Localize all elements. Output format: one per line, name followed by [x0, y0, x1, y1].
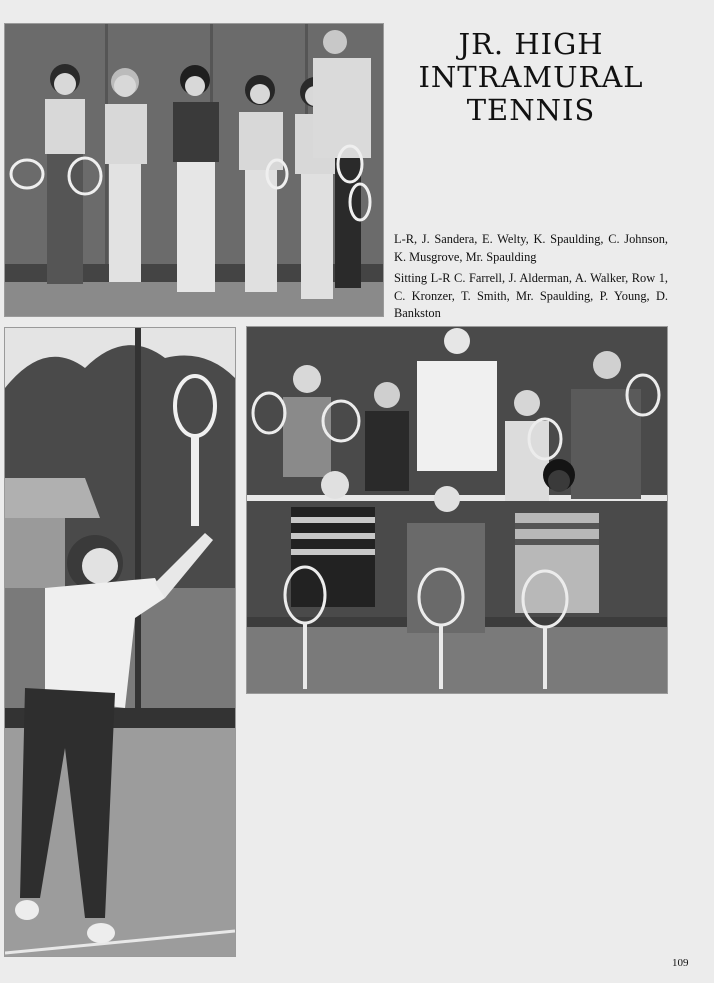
- title-line-3: TENNIS: [466, 93, 596, 127]
- title-line-2: INTRAMURAL: [418, 60, 644, 94]
- caption-boys-team: Sitting L-R C. Farrell, J. Alderman, A. Walker, Row 1, C. Kronzer, T. Smith, Mr. Spaulding, P. Young, D. Bankston: [394, 271, 668, 320]
- boys-team-photo: [246, 326, 668, 694]
- girls-team-photo: [4, 23, 384, 317]
- title-line-1: JR. HIGH: [458, 27, 604, 61]
- action-serve-photo: [4, 327, 236, 957]
- page-number: 109: [672, 957, 689, 969]
- page-title: [396, 28, 666, 127]
- caption-girls-team: L-R, J. Sandera, E. Welty, K. Spaulding, C. Johnson, K. Musgrove, Mr. Spaulding: [394, 232, 668, 264]
